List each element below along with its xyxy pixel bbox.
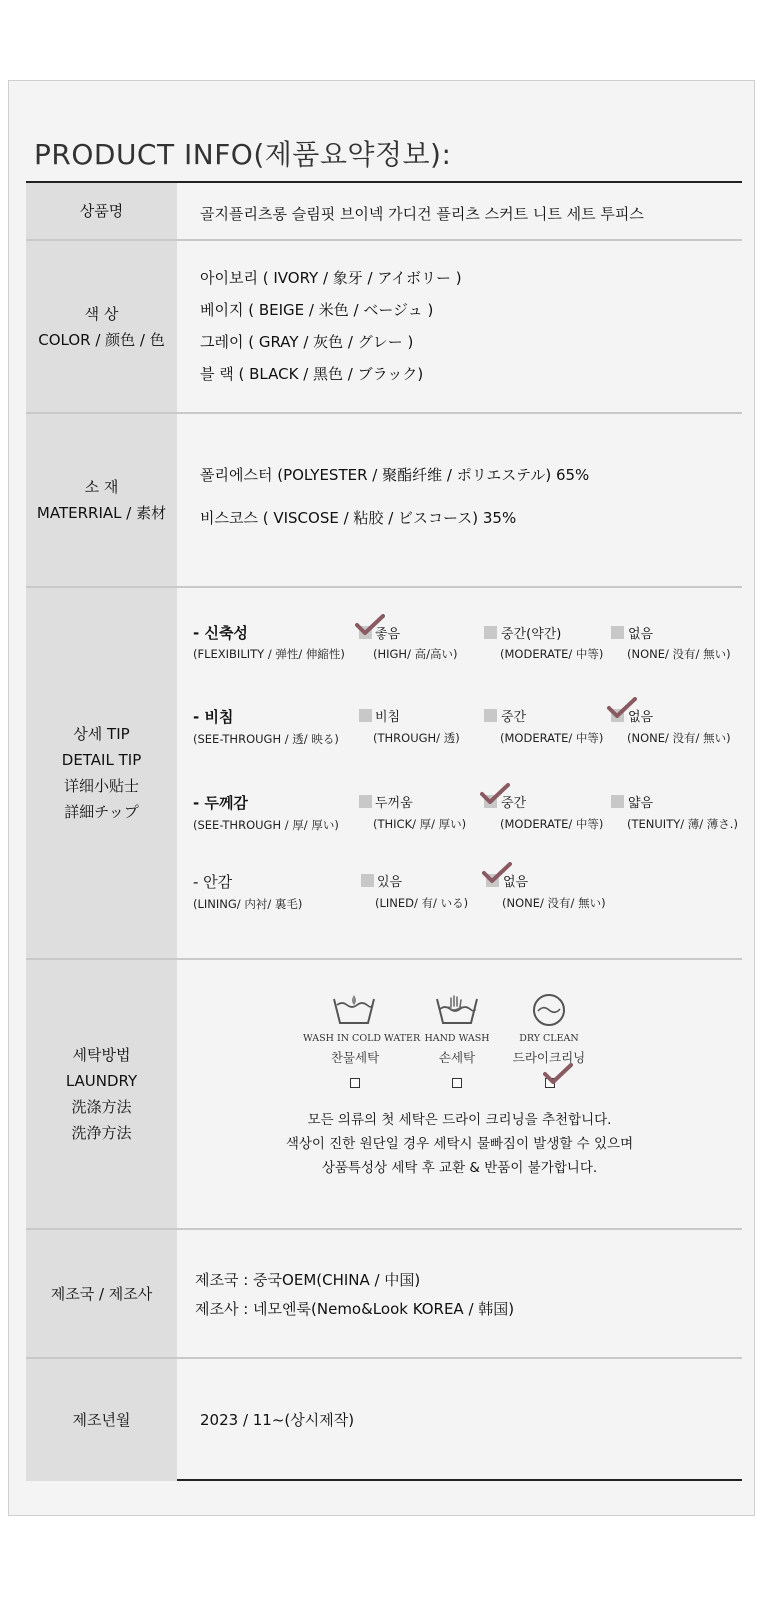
row-color bbox=[26, 241, 742, 414]
option-label: 얇음 bbox=[628, 796, 654, 811]
maker-company: 제조사 : 네모엔룩(Nemo&Look KOREA / 韩国) bbox=[195, 1300, 515, 1318]
label-color: 색 상 COLOR / 颜色 / 色 bbox=[26, 241, 177, 412]
laundry-notice: 모든 의류의 첫 세탁은 드라이 크리닝을 추천합니다. 색상이 진한 원단일 경우 세탁시 물빠짐이 발생할 수 있으며 상품특성상 세탁 후 교환 & 반품이 불가합니다. bbox=[285, 1112, 634, 1176]
row-material bbox=[26, 414, 742, 588]
manufacture-date-value: 2023 / 11~(상시제작) bbox=[200, 1411, 355, 1429]
option-sub: (LINED/ 有/ いる) bbox=[375, 896, 469, 910]
laundry-caption: DRY CLEAN bbox=[519, 1033, 579, 1044]
laundry-checkbox[interactable] bbox=[452, 1078, 462, 1088]
option-label: 없음 bbox=[628, 627, 654, 642]
label-product-name: 상품명 bbox=[26, 183, 177, 239]
attribute-name: - 비침 bbox=[193, 708, 234, 726]
option-checkbox[interactable] bbox=[359, 709, 372, 722]
option-sub: (THICK/ 厚/ 厚い) bbox=[373, 817, 467, 831]
option-label: 없음 bbox=[628, 710, 654, 725]
option-label: 두꺼움 bbox=[375, 796, 413, 811]
option-checkbox[interactable] bbox=[484, 626, 497, 639]
attribute-sub: (LINING/ 内衬/ 裏毛) bbox=[193, 897, 303, 911]
option-sub: (HIGH/ 高/高い) bbox=[373, 647, 458, 661]
option-checkbox[interactable] bbox=[361, 874, 374, 887]
material-item: 폴리에스터 (POLYESTER / 聚酯纤维 / ポリエステル) 65% bbox=[200, 466, 590, 484]
row-laundry bbox=[26, 960, 742, 1230]
label-laundry: 세탁방법 LAUNDRY 洗涤方法 洗浄方法 bbox=[26, 960, 177, 1228]
attribute-sub: (FLEXIBILITY / 弹性/ 伸縮性) bbox=[193, 647, 345, 661]
option-sub: (NONE/ 没有/ 無い) bbox=[627, 731, 731, 745]
attribute-sub: (SEE-THROUGH / 透/ 映る) bbox=[193, 732, 339, 746]
product-info-card bbox=[8, 80, 755, 1516]
option-checkbox[interactable] bbox=[359, 795, 372, 808]
cold-water-wash-icon bbox=[332, 993, 376, 1029]
color-item: 아이보리 ( IVORY / 象牙 / アイボリー ) bbox=[200, 269, 462, 287]
detail-options bbox=[177, 588, 742, 958]
row-product-name bbox=[26, 183, 742, 241]
label-material: 소 재 MATERRIAL / 素材 bbox=[26, 414, 177, 586]
option-sub: (THROUGH/ 透) bbox=[373, 731, 460, 745]
option-sub: (TENUITY/ 薄/ 薄さ.) bbox=[627, 817, 738, 831]
hand-wash-icon bbox=[435, 993, 479, 1029]
attribute-name: - 안감 bbox=[193, 873, 233, 891]
option-label: 비침 bbox=[375, 710, 401, 725]
option-sub: (NONE/ 没有/ 無い) bbox=[502, 896, 606, 910]
material-item: 비스코스 ( VISCOSE / 粘胶 / ビスコース) 35% bbox=[200, 509, 517, 527]
option-sub: (MODERATE/ 中等) bbox=[500, 817, 604, 831]
row-maker bbox=[26, 1230, 742, 1359]
label-detail-tip: 상세 TIP DETAIL TIP 详细小贴士 詳細チップ bbox=[26, 588, 177, 958]
option-label: 중간 bbox=[501, 796, 527, 811]
option-label: 중간(약간) bbox=[501, 627, 562, 642]
page-title: PRODUCT INFO(제품요약정보): bbox=[34, 138, 452, 171]
product-info-table bbox=[26, 181, 742, 1481]
laundry-caption: WASH IN COLD WATER bbox=[303, 1033, 421, 1044]
laundry-label: 찬물세탁 bbox=[330, 1050, 380, 1065]
option-sub: (MODERATE/ 中等) bbox=[500, 647, 604, 661]
maker-country: 제조국 : 중국OEM(CHINA / 中国) bbox=[195, 1271, 421, 1289]
option-checkbox[interactable] bbox=[484, 709, 497, 722]
option-checkbox[interactable] bbox=[611, 795, 624, 808]
check-mark-icon bbox=[543, 1063, 573, 1085]
laundry-label: 손세탁 bbox=[438, 1050, 476, 1065]
option-label: 좋음 bbox=[375, 627, 401, 642]
attribute-sub: (SEE-THROUGH / 厚/ 厚い) bbox=[193, 818, 339, 832]
option-sub: (NONE/ 没有/ 無い) bbox=[627, 647, 731, 661]
option-sub: (MODERATE/ 中等) bbox=[500, 731, 604, 745]
color-item: 베이지 ( BEIGE / 米色 / ベージュ ) bbox=[200, 301, 434, 319]
laundry-options bbox=[177, 960, 742, 1228]
laundry-caption: HAND WASH bbox=[424, 1033, 490, 1044]
label-manufacture-date: 제조년월 bbox=[26, 1359, 177, 1481]
laundry-checkbox[interactable] bbox=[350, 1078, 360, 1088]
laundry-label: 드라이크리닝 bbox=[512, 1050, 586, 1065]
product-name-value: 골지플리츠롱 슬림핏 브이넥 가디건 플리츠 스커트 니트 세트 투피스 bbox=[200, 205, 644, 223]
color-item: 그레이 ( GRAY / 灰色 / グレー ) bbox=[200, 333, 414, 351]
label-maker: 제조국 / 제조사 bbox=[26, 1230, 177, 1357]
attribute-name: - 신축성 bbox=[193, 624, 248, 642]
option-label: 없음 bbox=[503, 875, 529, 890]
row-manufacture-date bbox=[26, 1359, 742, 1481]
option-label: 있음 bbox=[377, 875, 403, 890]
row-detail-tip bbox=[26, 588, 742, 960]
color-item: 블 랙 ( BLACK / 黑色 / ブラック) bbox=[200, 365, 424, 383]
option-label: 중간 bbox=[501, 710, 527, 725]
dry-clean-icon bbox=[532, 993, 566, 1027]
attribute-name: - 두께감 bbox=[193, 794, 248, 812]
option-checkbox[interactable] bbox=[611, 626, 624, 639]
